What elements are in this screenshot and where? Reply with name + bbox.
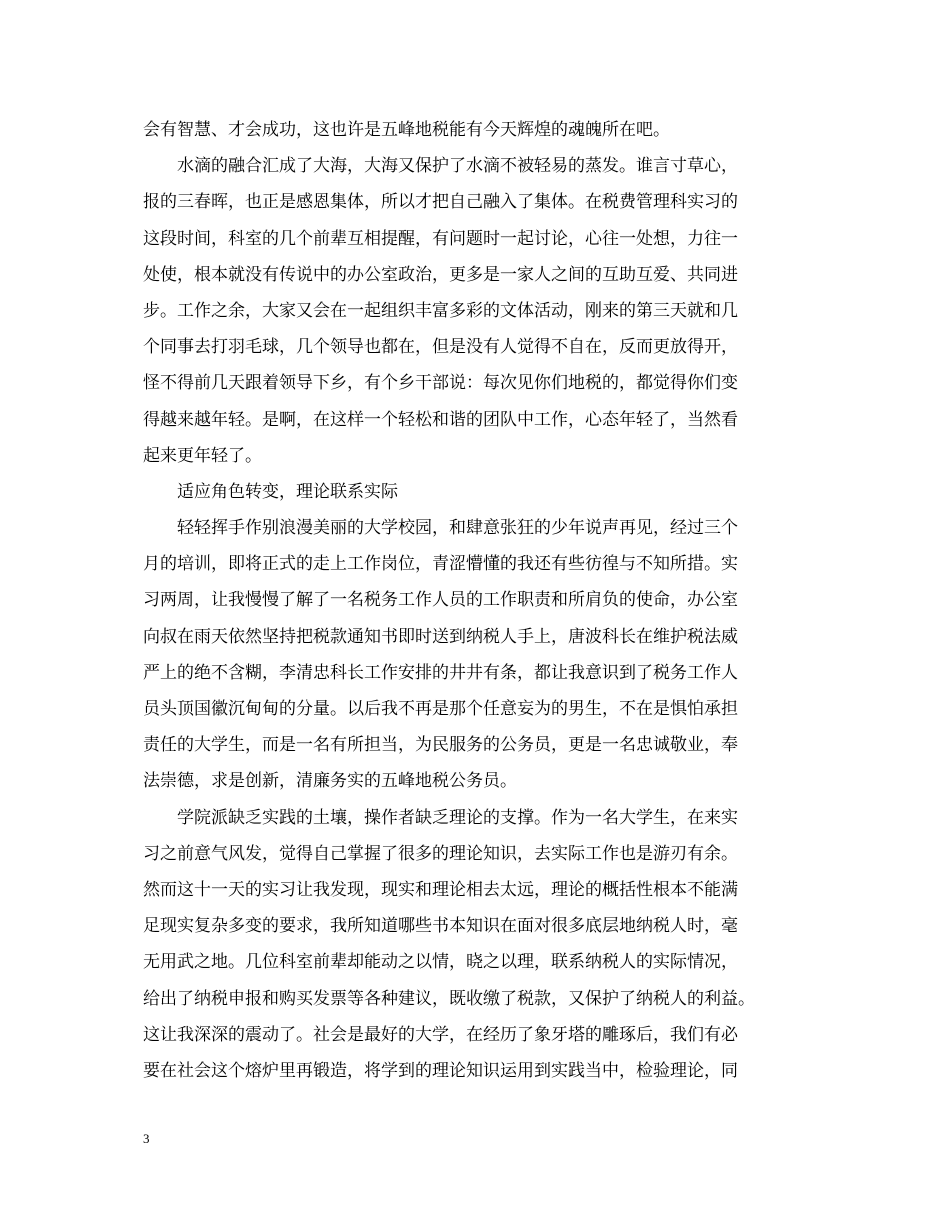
text-line: 无用武之地。几位科室前辈却能动之以情，晓之以理，联系纳税人的实际情况， [143,952,738,973]
page-number: 3 [143,1131,150,1146]
text-line: 怪不得前几天跟着领导下乡，有个乡干部说：每次见你们地税的，都觉得你们变 [143,373,738,394]
text-line: 这让我深深的震动了。社会是最好的大学，在经历了象牙塔的雕琢后，我们有必 [143,1024,738,1045]
body-text [143,112,833,1089]
text-line: 严上的绝不含糊，李清忠科长工作安排的井井有条，都让我意识到了税务工作人 [143,662,738,683]
paragraph-first-line: 水滴的融合汇成了大海，大海又保护了水滴不被轻易的蒸发。谁言寸草心， [177,156,738,177]
text-line: 向叔在雨天依然坚持把税款通知书即时送到纳税人手上，唐波科长在维护税法威 [143,626,738,647]
text-line: 这段时间，科室的几个前辈互相提醒，有问题时一起讨论，心往一处想，力往一 [143,228,738,249]
text-line: 起来更年轻了。 [143,445,262,466]
text-line: 要在社会这个熔炉里再锻造，将学到的理论知识运用到实践当中，检验理论，同 [143,1060,738,1081]
text-line: 员头顶国徽沉甸甸的分量。以后我不再是那个任意妄为的男生，不在是惧怕承担 [143,699,738,719]
text-line: 习之前意气风发，觉得自己掌握了很多的理论知识，去实际工作也是游刃有余。 [143,843,738,864]
text-line: 法崇德，求是创新，清廉务实的五峰地税公务员。 [143,771,517,792]
paragraph-first-line: 学院派缺乏实践的土壤，操作者缺乏理论的支撑。作为一名大学生，在来实 [177,807,738,828]
text-line: 习两周，让我慢慢了解了一名税务工作人员的工作职责和所肩负的使命，办公室 [143,590,738,611]
text-line: 得越来越年轻。是啊，在这样一个轻松和谐的团队中工作，心态年轻了，当然看 [143,409,738,430]
text-line: 会有智慧、才会成功，这也许是五峰地税能有今天辉煌的魂魄所在吧。 [143,120,670,140]
text-line: 处使，根本就没有传说中的办公室政治，更多是一家人之间的互助互爱、共同进 [143,264,738,285]
section-heading: 适应角色转变，理论联系实际 [177,481,398,502]
text-line: 足现实复杂多变的要求，我所知道哪些书本知识在面对很多底层地纳税人时，毫 [143,916,738,937]
text-line: 个同事去打羽毛球，几个领导也都在，但是没有人觉得不自在，反而更放得开， [143,337,738,358]
text-line: 报的三春晖，也正是感恩集体，所以才把自己融入了集体。在税费管理科实习的 [143,192,738,213]
text-line: 月的培训，即将正式的走上工作岗位，青涩懵懂的我还有些彷徨与不知所措。实 [143,554,738,575]
paragraph-first-line: 轻轻挥手作别浪漫美丽的大学校园，和肆意张狂的少年说声再见，经过三个 [177,518,738,539]
text-line: 步。工作之余，大家又会在一起组织丰富多彩的文体活动，刚来的第三天就和几 [143,300,738,321]
text-line: 给出了纳税申报和购买发票等各种建议，既收缴了税款，又保护了纳税人的利益。 [143,988,755,1009]
text-line: 责任的大学生，而是一名有所担当，为民服务的公务员，更是一名忠诚敬业，奉 [143,735,738,756]
text-line: 然而这十一天的实习让我发现，现实和理论相去太远，理论的概括性根本不能满 [143,879,738,900]
